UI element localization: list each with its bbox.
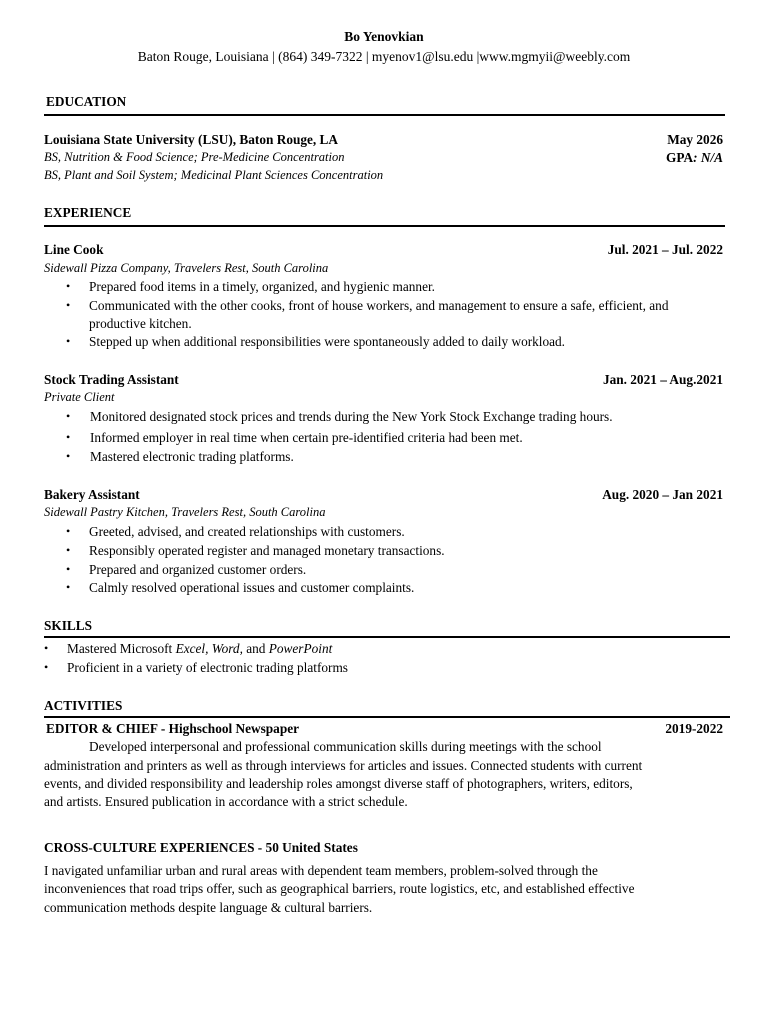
editor-paragraph-line-2: administration and printers as well as through interviews for articles and issues. Connected students with current [44,758,643,773]
cross-culture-line-3: communication methods despite language & cultural barriers. [44,900,373,915]
education-school: Louisiana State University (LSU), Baton Rouge, LA [44,132,339,147]
education-gpa [666,150,723,166]
gpa-label: GPA [665,150,694,165]
activities-rule [44,716,730,718]
job-org-stock-trading: Private Client [44,390,115,404]
education-date: May 2026 [667,132,723,147]
job-title-line-cook: Line Cook [44,242,104,257]
job-date-bakery: Aug. 2020 – Jan 2021 [602,487,723,502]
education-degree-2: BS, Plant and Soil System; Medicinal Plant Sciences Concentration [44,168,384,182]
contact-line: Baton Rouge, Louisiana | (864) 349-7322 | myenov1@lsu.edu |www.mgmyii@weebly.com [137,49,631,64]
job-date-stock-trading: Jan. 2021 – Aug.2021 [602,372,723,387]
editor-paragraph-line-1: Developed interpersonal and professional communication skills during meetings with the school [89,739,602,754]
job-title-bakery: Bakery Assistant [44,487,140,502]
editor-paragraph-line-3: events, and divided responsibility and leadership roles amongst diverse staff of photographers, writers, editors, [44,776,633,791]
editor-title: EDITOR & CHIEF - Highschool Newspaper [46,721,300,736]
education-degree-1: BS, Nutrition & Food Science; Pre-Medicine Concentration [44,150,345,164]
experience-rule [44,225,725,227]
list-item-continuation: productive kitchen. [89,316,192,331]
job-title-stock-trading: Stock Trading Assistant [44,372,179,387]
cross-culture-title: CROSS-CULTURE EXPERIENCES - 50 United States [44,840,358,855]
skills-rule [44,636,730,638]
editor-paragraph-line-4: and artists. Ensured publication in accordance with a strict schedule. [44,794,408,809]
job-org-bakery: Sidewall Pastry Kitchen, Travelers Rest, South Carolina [44,505,326,519]
education-rule [44,114,725,116]
gpa-value: : N/A [693,150,723,165]
job-org-line-cook: Sidewall Pizza Company, Travelers Rest, South Carolina [44,261,329,275]
cross-culture-line-1: I navigated unfamiliar urban and rural areas with dependent team members, problem-solved through the [44,863,598,878]
experience-heading: EXPERIENCE [44,205,132,220]
skills-heading: SKILLS [44,618,93,633]
job-date-line-cook: Jul. 2021 – Jul. 2022 [607,242,723,257]
resume-name: Bo Yenovkian [344,29,424,44]
editor-date: 2019-2022 [665,721,723,736]
education-heading: EDUCATION [46,94,127,109]
cross-culture-line-2: inconveniences that road trips offer, such as geographical barriers, route logistics, etc, and established effective [44,881,635,896]
activities-heading: ACTIVITIES [44,698,123,713]
